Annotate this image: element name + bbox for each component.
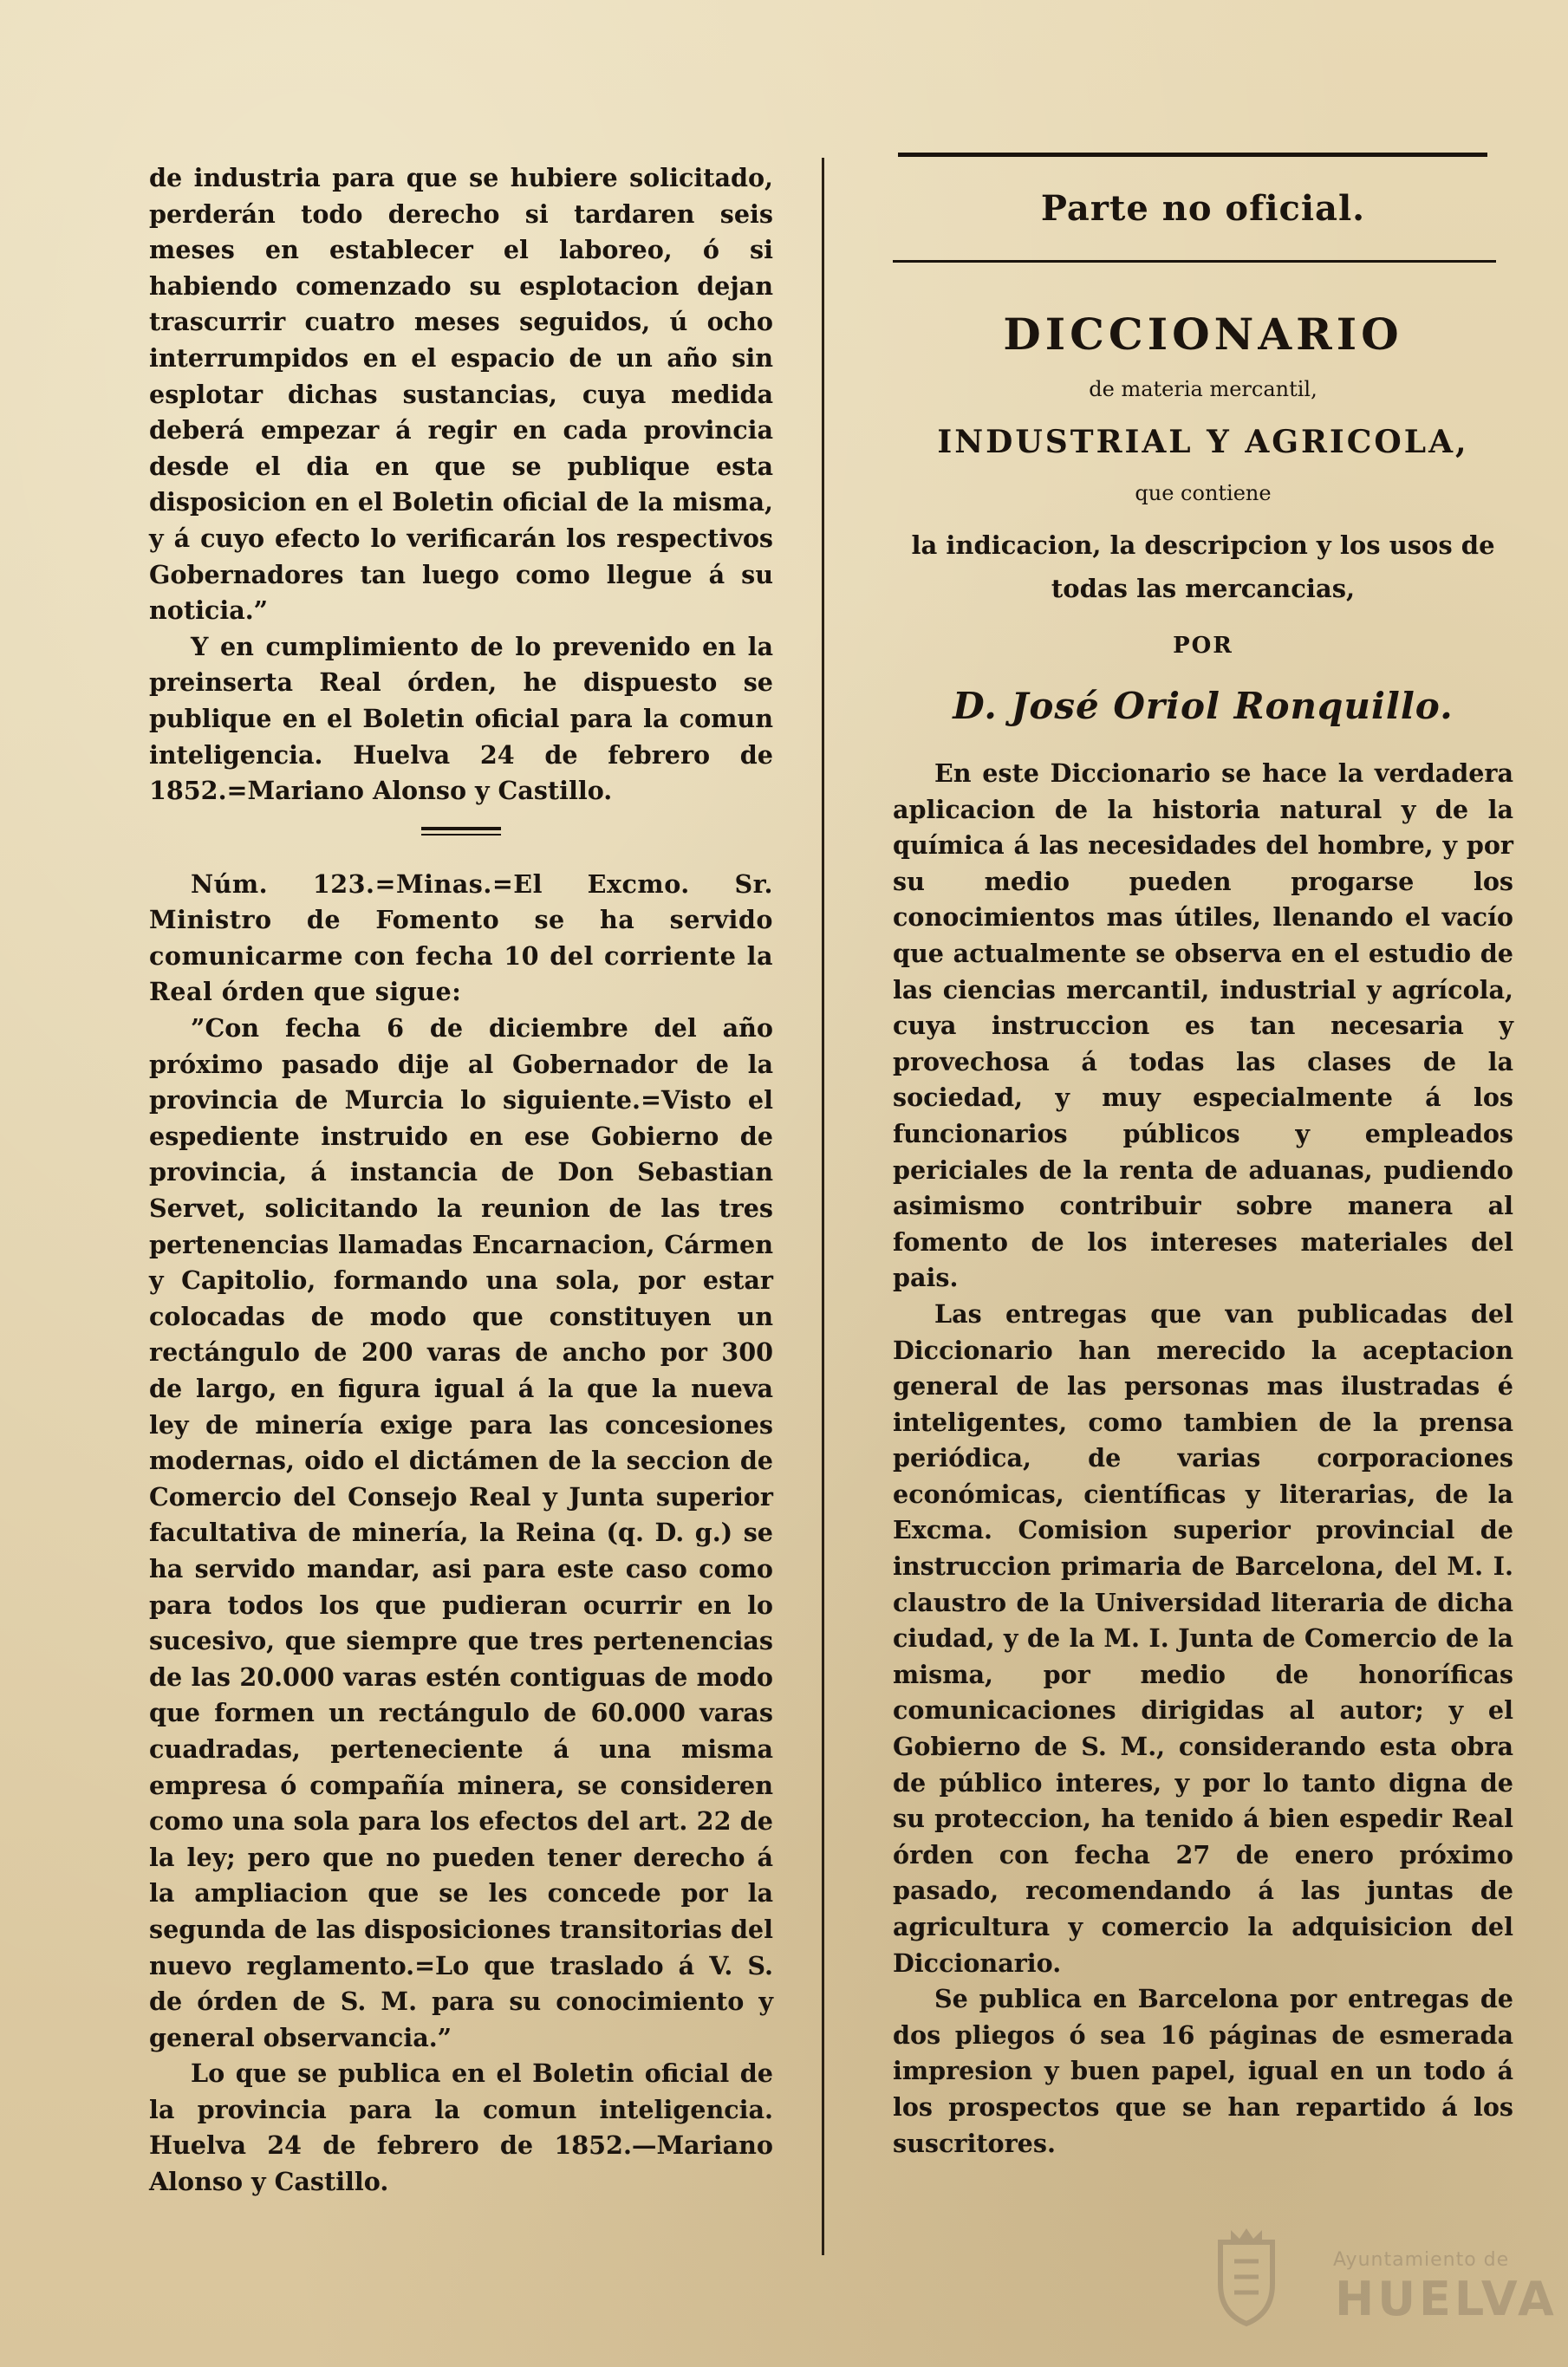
- advert-subtitle-3: que contiene: [1135, 481, 1272, 505]
- advert-paragraph-1: En este Diccionario se hace la verdadera aplicacion de la historia natural y de la química á las necesidades del hombre, y por su medio pueden progarse los conocimientos mas útiles, llenando el vacío que actualmente se observa en el estudio de las ciencias mercantil, industrial y agrícola, cuya instruccion es tan necesaria y provechosa á todas las clases de la sociedad, y muy especialmente á los funcionarios públicos y empleados periciales de la renta de aduanas, pudiendo asimismo contribuir sobre manera al fomento de los intereses materiales del pais.: [893, 758, 1513, 1293]
- notice-closing: Lo que se publica en el Boletin oficial de la provincia para la comun inteligencia. Huelva 24 de febrero de 1852.—Mariano Alonso y Castillo.: [149, 2058, 773, 2197]
- coat-of-arms-icon: [1205, 2223, 1288, 2327]
- advert-por: POR: [1173, 633, 1233, 659]
- advert-subtitle-1: de materia mercantil,: [1089, 377, 1318, 401]
- advert-subtitle-4-line-1: la indicacion, la descripcion y los usos de: [911, 530, 1495, 560]
- publication-order-paragraph: Y en cumplimiento de lo prevenido en la preinserta Real órden, he dispuesto se publique en el Boletin oficial para la comun inteligencia. Huelva 24 de febrero de 1852.=Mariano Alonso y Castillo.: [149, 631, 773, 806]
- advert-title: DICCIONARIO: [1003, 309, 1403, 360]
- advert-paragraph-3: Se publica en Barcelona por entregas de dos pliegos ó sea 16 páginas de esmerada impresion y buen papel, igual en un todo á los prospectos que se han repartido á los suscritores.: [893, 1984, 1513, 2158]
- watermark-small-text: Ayuntamiento de: [1333, 2249, 1510, 2271]
- advert-author: D. José Oriol Ronquillo.: [953, 685, 1454, 727]
- section-separator: [421, 827, 501, 836]
- notice-body: ”Con fecha 6 de diciembre del año próximo pasado dije al Gobernador de la provincia de Murcia lo siguiente.=Visto el espediente instruido en ese Gobierno de provincia, á instancia de Don Sebastian Servet, solicitando la reunion de las tres pertenencias llamadas Encarnacion, Cármen y Capitolio, formando una sola, por estar colocadas de modo que constituyen un rectángulo de 200 varas de ancho por 300 de largo, en figura igual á la que la nueva ley de minería exige para las concesiones modernas, oido el dictámen de la seccion de Comercio del Consejo Real y Junta superior facultativa de minería, la Reina (q. D. g.) se ha servido mandar, asi para este caso como para todos los que pudieran ocurrir en lo sucesivo, que siempre que tres pertenencias de las 20.000 varas estén contiguas de modo que formen un rectángulo de 60.000 varas cuadradas, perteneciente á una misma empresa ó compañía minera, se consideren como una sola para los efectos del art. 22 de la ley; pero que no pueden tener derecho á la ampliacion que se les concede por la segunda de las disposiciones transitorias del nuevo reglamento.=Lo que traslado á V. S. de órden de S. M. para su conocimiento y general observancia.”: [149, 1013, 773, 2052]
- right-column: [893, 153, 1513, 2162]
- advert-paragraph-2: Las entregas que van publicadas del Diccionario han merecido la aceptacion general de las personas mas ilustradas é inteligentes, como tambien de la prensa periódica, de varias corporaciones económicas, científicas y literarias, de la Excma. Comision superior provincial de instruccion primaria de Barcelona, del M. I. claustro de la Universidad literaria de dicha ciudad, y de la M. I. Junta de Comercio de la misma, por medio de honoríficas comunicaciones dirigidas al autor; y el Gobierno de S. M., considerando esta obra de público interes, y por lo tanto digna de su proteccion, ha tenido á bien espedir Real órden con fecha 27 de enero próximo pasado, recomendando á las juntas de agricultura y comercio la adquisicion del Diccionario.: [893, 1298, 1513, 1978]
- advert-subtitle-4-line-2: todas las mercancias,: [1051, 574, 1356, 603]
- left-column: [149, 160, 773, 2201]
- top-rule: [898, 153, 1487, 161]
- section-title: Parte no oficial.: [1040, 188, 1366, 229]
- notice-heading: Núm. 123.=Minas.=El Excmo. Sr. Ministro de Fomento se ha servido comunicarme con fecha 10 del corriente la Real órden que sigue:: [149, 868, 773, 1007]
- column-divider: [822, 158, 824, 2255]
- advert-subtitle-2: INDUSTRIAL Y AGRICOLA,: [937, 424, 1469, 460]
- archive-watermark: [1205, 2214, 1558, 2344]
- watermark-big-text: HUELVA: [1335, 2272, 1558, 2326]
- advert-subtitle-4: [893, 523, 1513, 610]
- section-rule: [893, 260, 1496, 265]
- continuation-paragraph: de industria para que se hubiere solicitado, perderán todo derecho si tardaren seis meses en establecer el laboreo, ó si habiendo comenzado su esplotacion dejan trascurrir cuatro meses seguidos, ú ocho interrumpidos en el espacio de un año sin esplotar dichas sustancias, cuya medida deberá empezar á regir en cada provincia desde el dia en que se publique esta disposicion en el Boletin oficial de la misma, y á cuyo efecto lo verificarán los respectivos Gobernadores tan luego como llegue á su noticia.”: [149, 163, 773, 626]
